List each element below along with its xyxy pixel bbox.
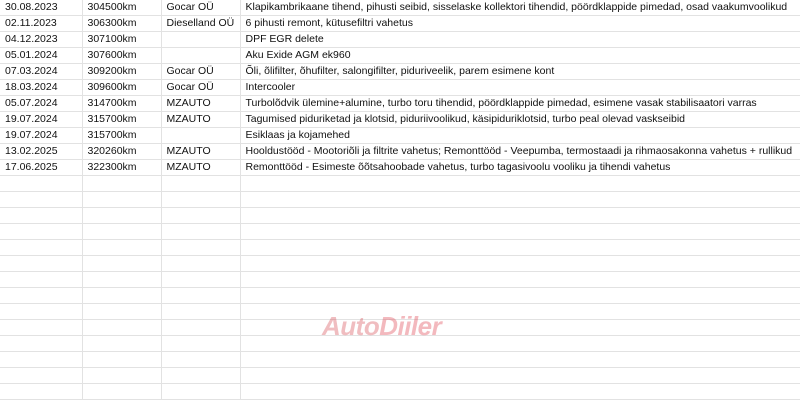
cell-mileage[interactable]: 322300km [82, 160, 161, 176]
empty-cell[interactable] [82, 384, 161, 400]
empty-cell[interactable] [240, 240, 800, 256]
table-row [0, 96, 800, 112]
watermark-text-auto: Auto [322, 311, 380, 341]
empty-cell[interactable] [82, 176, 161, 192]
cell-date[interactable]: 07.03.2024 [0, 64, 82, 80]
cell-mileage[interactable]: 320260km [82, 144, 161, 160]
empty-cell[interactable] [161, 352, 240, 368]
empty-cell[interactable] [82, 368, 161, 384]
cell-date[interactable]: 30.08.2023 [0, 0, 82, 16]
table-row [0, 144, 800, 160]
empty-cell[interactable] [240, 256, 800, 272]
empty-cell[interactable] [82, 240, 161, 256]
empty-cell[interactable] [82, 208, 161, 224]
table-row [0, 80, 800, 96]
empty-cell[interactable] [161, 336, 240, 352]
cell-mileage[interactable]: 314700km [82, 96, 161, 112]
empty-cell[interactable] [240, 176, 800, 192]
empty-cell[interactable] [161, 208, 240, 224]
empty-cell[interactable] [82, 272, 161, 288]
cell-description[interactable]: Remonttööd - Esimeste õõtsahoobade vahetus, turbo tagasivoolu vooliku ja tihendi vahetus [240, 160, 800, 176]
autodiiler-watermark [322, 309, 482, 343]
watermark-text-diiler: Diiler [379, 311, 442, 341]
empty-cell[interactable] [161, 224, 240, 240]
cell-date[interactable]: 13.02.2025 [0, 144, 82, 160]
empty-cell[interactable] [161, 368, 240, 384]
cell-description[interactable]: Tagumised piduriketad ja klotsid, piduriivoolikud, käsipiduriklotsid, turbo peal olevad vaskseibid [240, 112, 800, 128]
cell-mileage[interactable]: 304500km [82, 0, 161, 16]
table-row [0, 32, 800, 48]
empty-cell[interactable] [82, 224, 161, 240]
cell-description[interactable]: Intercooler [240, 80, 800, 96]
empty-cell[interactable] [82, 304, 161, 320]
table-row [0, 48, 800, 64]
empty-table-row [0, 288, 800, 304]
table-row [0, 16, 800, 32]
cell-mileage[interactable]: 309600km [82, 80, 161, 96]
table-row [0, 112, 800, 128]
empty-cell[interactable] [161, 304, 240, 320]
empty-cell[interactable] [240, 208, 800, 224]
empty-cell[interactable] [161, 256, 240, 272]
cell-workshop[interactable] [161, 48, 240, 64]
cell-workshop[interactable]: MZAUTO [161, 144, 240, 160]
empty-table-row [0, 240, 800, 256]
cell-workshop[interactable]: Dieselland OÜ [161, 16, 240, 32]
empty-cell[interactable] [0, 336, 82, 352]
empty-cell[interactable] [240, 192, 800, 208]
cell-description[interactable]: Klapikambrikaane tihend, pihusti seibid, sisselaske kollektori tihendid, pöördklappide pimedad, osad vaakumvoolikud [240, 0, 800, 16]
cell-workshop[interactable]: MZAUTO [161, 160, 240, 176]
empty-cell[interactable] [0, 224, 82, 240]
cell-date[interactable]: 04.12.2023 [0, 32, 82, 48]
empty-cell[interactable] [82, 336, 161, 352]
empty-table-row [0, 176, 800, 192]
cell-date[interactable]: 05.07.2024 [0, 96, 82, 112]
cell-workshop[interactable]: MZAUTO [161, 96, 240, 112]
empty-table-row [0, 256, 800, 272]
cell-description[interactable]: Õli, õlifilter, õhufilter, salongifilter, piduriveelik, parem esimene kont [240, 64, 800, 80]
cell-date[interactable]: 05.01.2024 [0, 48, 82, 64]
empty-cell[interactable] [161, 288, 240, 304]
empty-cell[interactable] [82, 320, 161, 336]
empty-cell[interactable] [161, 176, 240, 192]
cell-mileage[interactable]: 315700km [82, 128, 161, 144]
watermark-logo [322, 311, 441, 341]
cell-date[interactable]: 02.11.2023 [0, 16, 82, 32]
cell-workshop[interactable]: Gocar OÜ [161, 0, 240, 16]
empty-cell[interactable] [0, 240, 82, 256]
empty-table-row [0, 352, 800, 368]
empty-cell[interactable] [0, 272, 82, 288]
empty-cell[interactable] [82, 192, 161, 208]
empty-cell[interactable] [161, 272, 240, 288]
cell-date[interactable]: 17.06.2025 [0, 160, 82, 176]
empty-cell[interactable] [0, 176, 82, 192]
empty-cell[interactable] [240, 384, 800, 400]
cell-mileage[interactable]: 315700km [82, 112, 161, 128]
empty-cell[interactable] [240, 224, 800, 240]
cell-date[interactable]: 18.03.2024 [0, 80, 82, 96]
cell-mileage[interactable]: 307600km [82, 48, 161, 64]
cell-description[interactable]: DPF EGR delete [240, 32, 800, 48]
empty-cell[interactable] [0, 192, 82, 208]
empty-table-row [0, 224, 800, 240]
empty-cell[interactable] [0, 256, 82, 272]
empty-table-row [0, 272, 800, 288]
cell-description[interactable]: 6 pihusti remont, kütusefiltri vahetus [240, 16, 800, 32]
cell-date[interactable]: 19.07.2024 [0, 128, 82, 144]
cell-workshop[interactable]: Gocar OÜ [161, 64, 240, 80]
cell-workshop[interactable] [161, 128, 240, 144]
empty-cell[interactable] [0, 320, 82, 336]
empty-table-row [0, 368, 800, 384]
empty-cell[interactable] [0, 384, 82, 400]
cell-workshop[interactable]: Gocar OÜ [161, 80, 240, 96]
empty-cell[interactable] [161, 240, 240, 256]
cell-workshop[interactable]: MZAUTO [161, 112, 240, 128]
table-row [0, 160, 800, 176]
empty-table-row [0, 208, 800, 224]
table-row [0, 128, 800, 144]
empty-cell[interactable] [240, 352, 800, 368]
cell-description[interactable]: Hooldustööd - Mootoriõli ja filtrite vahetus; Remonttööd - Veepumba, termostaadi ja rihmaosakonna vahetus + rullikud [240, 144, 800, 160]
empty-cell[interactable] [0, 352, 82, 368]
empty-cell[interactable] [0, 288, 82, 304]
empty-cell[interactable] [0, 368, 82, 384]
empty-cell[interactable] [161, 384, 240, 400]
empty-cell[interactable] [240, 272, 800, 288]
empty-cell[interactable] [82, 256, 161, 272]
empty-cell[interactable] [0, 208, 82, 224]
cell-mileage[interactable]: 307100km [82, 32, 161, 48]
cell-description[interactable]: Esiklaas ja kojamehed [240, 128, 800, 144]
cell-date[interactable]: 19.07.2024 [0, 112, 82, 128]
empty-table-row [0, 384, 800, 400]
empty-cell[interactable] [161, 192, 240, 208]
cell-description[interactable]: Aku Exide AGM ek960 [240, 48, 800, 64]
cell-workshop[interactable] [161, 32, 240, 48]
empty-cell[interactable] [82, 352, 161, 368]
table-row [0, 0, 800, 16]
empty-cell[interactable] [0, 304, 82, 320]
cell-description[interactable]: Turbolõdvik ülemine+alumine, turbo toru tihendid, pöördklappide pimedad, esimene vasak stabilisaatori varras [240, 96, 800, 112]
empty-cell[interactable] [240, 368, 800, 384]
cell-mileage[interactable]: 309200km [82, 64, 161, 80]
cell-mileage[interactable]: 306300km [82, 16, 161, 32]
empty-cell[interactable] [161, 320, 240, 336]
empty-cell[interactable] [240, 288, 800, 304]
empty-cell[interactable] [82, 288, 161, 304]
table-row [0, 64, 800, 80]
empty-table-row [0, 192, 800, 208]
